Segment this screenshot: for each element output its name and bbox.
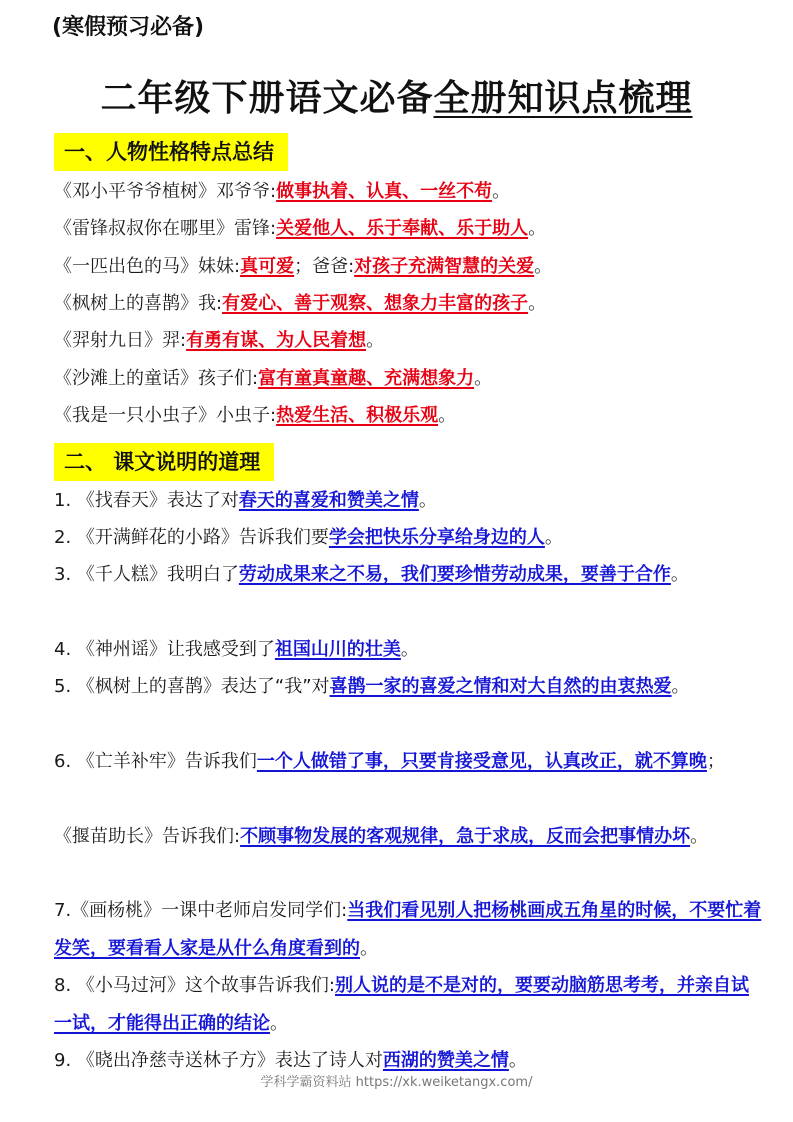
title-plain: 二年级下册语文必备 (100, 78, 434, 119)
item-end: 。 (438, 405, 457, 426)
list-item (54, 328, 763, 354)
list-item (54, 179, 763, 205)
list-item (54, 525, 763, 551)
list-item (54, 488, 763, 514)
item-text: 2. 《开满鲜花的小路》告诉我们要 (54, 527, 329, 548)
item-end: 。 (690, 826, 709, 847)
item-answer: 当我们看见别人把杨桃画成五角星的时候，不要忙着发笑，要看看人家是从什么角度看到的 (54, 900, 762, 959)
item-text: 8. 《小马过河》这个故事告诉我们: (54, 975, 335, 996)
item-answer: 不顾事物发展的客观规律，急于求成，反而会把事情办坏 (240, 826, 691, 847)
item-answer: 祖国山川的壮美 (274, 639, 401, 660)
item-answer: 学会把快乐分享给身边的人 (328, 527, 545, 548)
item-end: 。 (400, 639, 419, 660)
item-end: 。 (528, 293, 547, 314)
list-item (54, 556, 763, 594)
item-text: 5. 《枫树上的喜鹊》表达了“我”对 (54, 676, 330, 697)
item-answer: 一个人做错了事，只要肯接受意见，认真改正，就不算晚 (256, 751, 707, 772)
item-text: 《揠苗助长》告诉我们: (54, 826, 241, 847)
item-text: 9. 《晓出净慈寺送林子方》表达了诗人对 (54, 1050, 383, 1071)
list-item (54, 668, 763, 706)
page-title (0, 70, 793, 121)
item-answer: 西湖的赞美之情 (382, 1050, 509, 1071)
list-item (54, 366, 763, 392)
item-text: 《一匹出色的马》妹妹: (54, 256, 241, 277)
item-text: 3. 《千人糕》我明白了 (54, 564, 239, 585)
item-end: 。 (671, 676, 690, 697)
section-heading-character-traits: 一、人物性格特点总结 (54, 133, 288, 171)
item-answer: 富有童真童趣、充满想象力 (258, 368, 475, 389)
item-text: 《我是一只小虫子》小虫子: (54, 405, 277, 426)
item-end: ； (706, 751, 725, 772)
item-end: 。 (474, 368, 493, 389)
item-text: 1. 《找春天》表达了对 (54, 490, 239, 511)
title-underlined: 全册知识点梳理 (433, 78, 693, 119)
list-item (54, 403, 763, 429)
list-item (54, 743, 763, 781)
list-item (54, 254, 763, 280)
section-heading-lessons: 二、 课文说明的道理 (54, 443, 274, 481)
list-item (54, 892, 763, 967)
item-mid: ；爸爸: (294, 256, 355, 277)
item-answer: 喜鹊一家的喜爱之情和对大自然的由衷热爱 (329, 676, 672, 697)
list-item (54, 216, 763, 242)
item-answer-2: 对孩子充满智慧的关爱 (354, 256, 535, 277)
item-end: 。 (270, 1012, 288, 1034)
preview-tag: (寒假预习必备) (52, 15, 205, 40)
item-end: 。 (534, 256, 553, 277)
item-text: 4. 《神州谣》让我感受到了 (54, 639, 275, 660)
list-item (54, 637, 763, 663)
item-text: 6. 《亡羊补牢》告诉我们 (54, 751, 257, 772)
footer-site-link[interactable]: 学科学霸资料站 https://xk.weiketangx.com/ (260, 1075, 533, 1090)
item-end: 。 (360, 937, 378, 959)
item-text: 《枫树上的喜鹊》我: (54, 293, 223, 314)
item-end: 。 (670, 564, 689, 585)
item-text: 《羿射九日》羿: (54, 330, 187, 351)
list-item (54, 291, 763, 317)
item-end: 。 (528, 218, 547, 239)
list-item (54, 967, 763, 1042)
item-end: 。 (544, 527, 563, 548)
item-answer: 有爱心、善于观察、想象力丰富的孩子 (222, 293, 529, 314)
item-answer: 真可爱 (240, 256, 295, 277)
item-answer: 做事执着、认真、一丝不苟 (276, 181, 493, 202)
item-end: 。 (492, 181, 511, 202)
list-item (54, 818, 763, 856)
item-text: 7.《画杨桃》一课中老师启发同学们: (54, 900, 348, 921)
item-end: 。 (418, 490, 437, 511)
item-end: 。 (508, 1050, 527, 1071)
item-answer: 春天的喜爱和赞美之情 (238, 490, 419, 511)
item-answer: 有勇有谋、为人民着想 (186, 330, 367, 351)
item-answer: 劳动成果来之不易，我们要珍惜劳动成果，要善于合作 (238, 564, 671, 585)
item-answer: 别人说的是不是对的，要要动脑筋思考考，并亲自试一试，才能得出正确的结论 (54, 975, 749, 1034)
item-text: 《沙滩上的童话》孩子们: (54, 368, 259, 389)
item-text: 《雷锋叔叔你在哪里》雷锋: (54, 218, 277, 239)
item-answer: 关爱他人、乐于奉献、乐于助人 (276, 218, 529, 239)
item-answer: 热爱生活、积极乐观 (276, 405, 439, 426)
item-end: 。 (366, 330, 385, 351)
item-text: 《邓小平爷爷植树》邓爷爷: (54, 181, 277, 202)
